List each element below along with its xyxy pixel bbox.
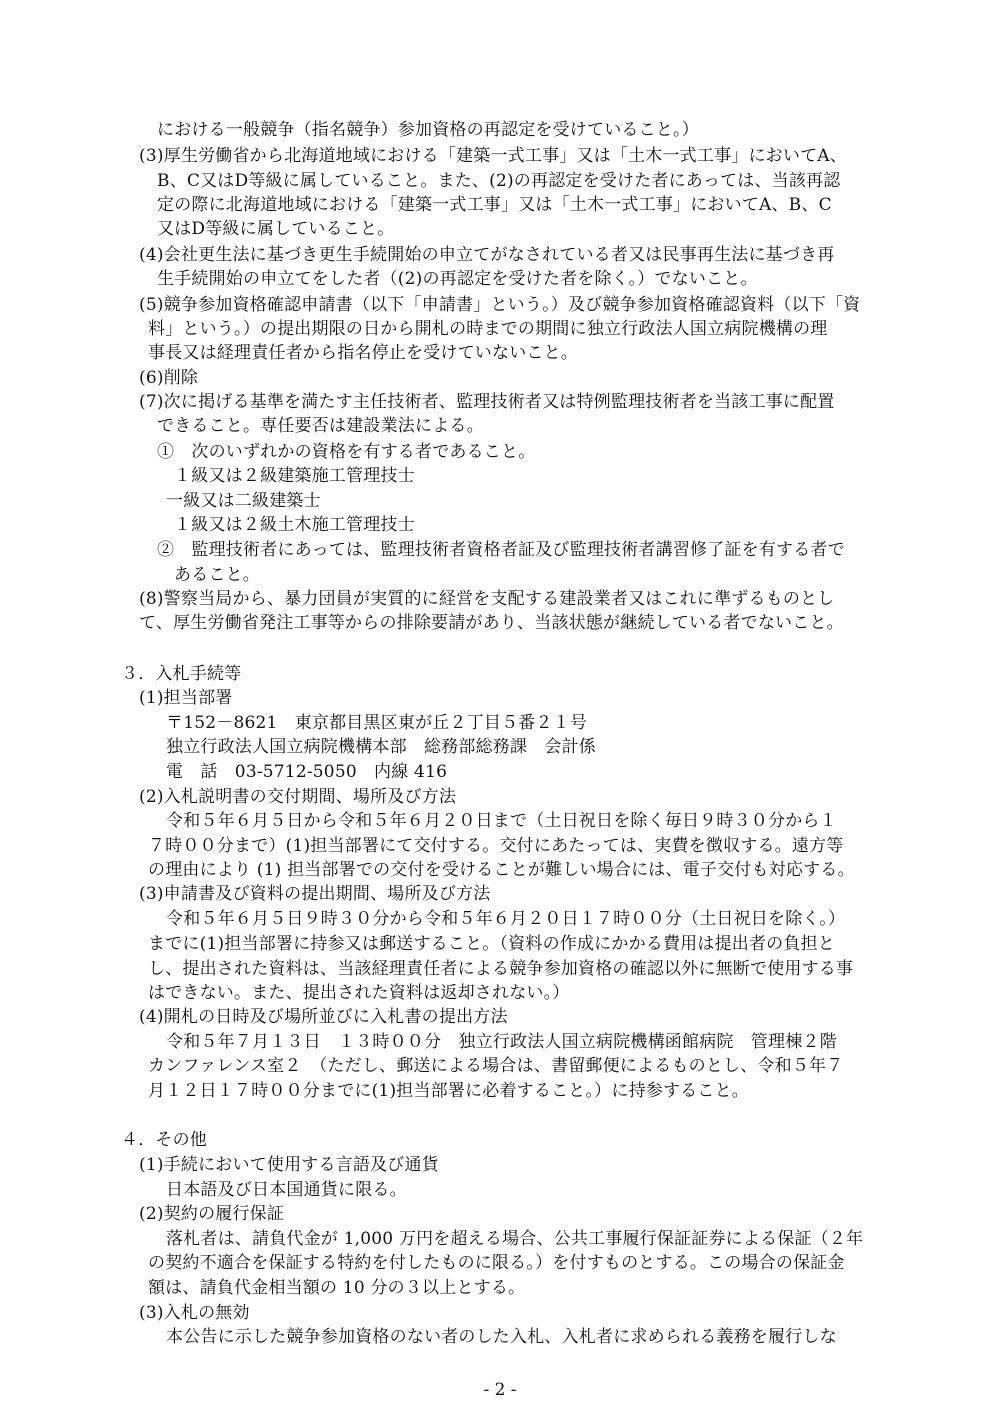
text-line: (1)手続において使用する言語及び通貨: [139, 1155, 439, 1176]
text-line: 又はD等級に属していること。: [157, 219, 395, 240]
section-heading: ４．その他: [121, 1130, 207, 1151]
text-line: 〒152－8621 東京都目黒区東が丘２丁目５番２１号: [166, 712, 588, 733]
text-line: の契約不適合を保証する特約を付したものに限る。）を付すものとする。この場合の保証金: [148, 1252, 845, 1273]
text-line: 料」という。）の提出期限の日から開札の時までの期間に独立行政法人国立病院機構の理: [148, 318, 828, 339]
text-line: (8)警察当局から、暴力団員が実質的に経営を支配する建設業者又はこれに準ずるものとし: [139, 588, 835, 609]
text-line: 電 話 03-5712-5050 内線 416: [166, 761, 448, 782]
text-line: (4)開札の日時及び場所並びに入札書の提出方法: [139, 1007, 508, 1028]
text-line: 落札者は、請負代金が 1,000 万円を超える場合、公共工事履行保証証券による保証（２年: [166, 1228, 864, 1249]
text-line: B、C又はD等級に属していること。また、(2)の再認定を受けた者にあっては、当該再認: [157, 170, 841, 191]
text-line: あること。: [174, 564, 260, 585]
text-line: (7)次に掲げる基準を満たす主任技術者、監理技術者又は特例監理技術者を当該工事に配置: [139, 392, 835, 413]
text-line: 事長又は経理責任者から指名停止を受けていないこと。: [148, 343, 578, 364]
text-line: はできない。また、提出された資料は返却されない。）: [148, 982, 570, 1003]
text-line: 独立行政法人国立病院機構本部 総務部総務課 会計係: [166, 737, 596, 758]
text-line: 令和５年７月１３日 １３時００分 独立行政法人国立病院機構函館病院 管理棟２階: [166, 1031, 837, 1052]
text-line: て、厚生労働省発注工事等からの排除要請があり、当該状態が継続している者でないこと。: [139, 613, 844, 634]
text-line: できること。専任要否は建設業法による。: [157, 416, 484, 437]
text-line: (3)入札の無効: [139, 1302, 250, 1323]
text-line: 日本語及び日本国通貨に限る。: [166, 1179, 407, 1200]
page-number: - 2 -: [483, 1380, 517, 1400]
text-line: 本公告に示した競争参加資格のない者のした入札、入札者に求められる義務を履行しな: [166, 1327, 837, 1348]
text-line: 令和５年６月５日９時３０分から令和５年６月２０日１７時００分（土日祝日を除く。）: [166, 908, 846, 929]
text-line: (6)削除: [139, 367, 199, 388]
text-line: し、提出された資料は、当該経理責任者による競争参加資格の確認以外に無断で使用する事: [148, 958, 854, 979]
text-line: における一般競争（指名競争）参加資格の再認定を受けていること。）: [157, 120, 699, 140]
text-line: (3)申請書及び資料の提出期間、場所及び方法: [139, 884, 491, 905]
text-line: １級又は２級建築施工管理技士: [174, 466, 415, 487]
section-heading: ３．入札手続等: [121, 664, 242, 685]
text-line: ① 次のいずれかの資格を有する者であること。: [157, 441, 536, 462]
text-line: (2)契約の履行保証: [139, 1204, 285, 1225]
text-line: (5)競争参加資格確認申請書（以下「申請書」という。）及び競争参加資格確認資料（以下「資: [139, 294, 861, 315]
text-line: ７時００分まで）(1)担当部署にて交付する。交付にあたっては、実費を徴収する。遠方等: [148, 835, 844, 856]
text-line: 生手続開始の申立てをした者（(2)の再認定を受けた者を除く。）でないこと。: [157, 269, 758, 290]
text-line: (1)担当部署: [139, 688, 233, 709]
text-line: １級又は２級土木施工管理技士: [174, 514, 415, 535]
text-line: 令和５年６月５日から令和５年６月２０日まで（土日祝日を除く毎日９時３０分から１: [166, 811, 837, 832]
text-line: の理由により (1) 担当部署での交付を受けることが難しい場合には、電子交付も対応する。: [148, 860, 855, 881]
text-line: (3)厚生労働省から北海道地域における「建築一式工事」又は「土木一式工事」においてA、: [139, 146, 847, 167]
text-line: 一級又は二級建築士: [166, 490, 321, 511]
text-line: (4)会社更生法に基づき更生手続開始の申立てがなされている者又は民事再生法に基づき再: [139, 244, 835, 265]
text-line: 定の際に北海道地域における「建築一式工事」又は「土木一式工事」においてA、B、C: [157, 195, 832, 216]
text-line: 額は、請負代金相当額の 10 分の３以上とする。: [148, 1278, 526, 1299]
text-line: ② 監理技術者にあっては、監理技術者資格者証及び監理技術者講習修了証を有する者で: [157, 540, 845, 561]
text-line: (2)入札説明書の交付期間、場所及び方法: [139, 786, 457, 807]
text-line: カンファレンス室２ （ただし、郵送による場合は、書留郵便によるものとし、令和５年７: [148, 1056, 844, 1076]
text-line: までに(1)担当部署に持参又は郵送すること。（資料の作成にかかる費用は提出者の負担と: [148, 934, 835, 955]
text-line: 月１２日１７時００分までに(1)担当部署に必着すること。）に持参すること。: [148, 1081, 749, 1102]
